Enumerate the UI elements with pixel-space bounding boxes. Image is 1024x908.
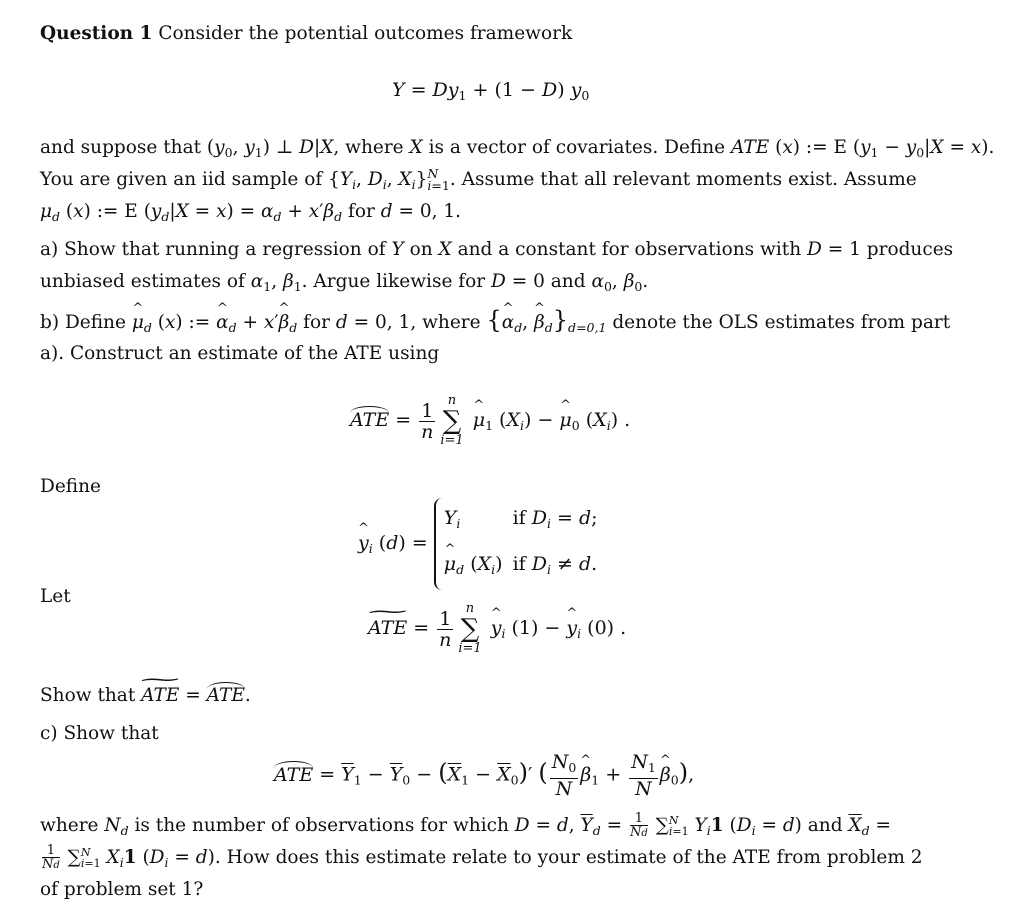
show-that-line: Show that ~ ATE = ATE. xyxy=(40,680,1000,712)
text-part-a-1: a) Show that running a regression of xyxy=(40,239,386,260)
where-line-3 xyxy=(40,874,1000,906)
text-where-5: of problem set 1? xyxy=(40,879,204,900)
text-part-a-3: and a constant for observations with xyxy=(457,239,802,260)
text-part-b-2: for xyxy=(303,312,331,333)
part-b-line-1: b) Define ^ $\mu_d$ (x) := ^ $\alpha_d$ + x′^ $\beta_d$ for d = 0, 1, where {^ $\alpha_d$, ^ $\beta_d\}_{d=0,1}$ denote the OLS estimates from part xyxy=(40,304,1000,344)
text-define: Define xyxy=(40,476,101,497)
part-a-line-2: unbiased estimates of $\alpha_1$, $\beta_1$. Argue likewise for D = 0 and $\alpha_0$, $\beta_0$. xyxy=(40,271,649,294)
where-line-2: $\frac{1}{Nd}$ ∑ N i=1 $X_i1$ $(D_i = d)$. How does this estimate relate to your estimate of the ATE from problem 2 xyxy=(42,843,923,872)
ate-tilde-equation: ~ ATE = $\frac{1}{n}$ n ∑ i=1 ^ $y_i$ (1) − ^ $y_i$ (0) . xyxy=(368,602,626,656)
text-case-1: if xyxy=(512,507,526,529)
paragraph-assumptions-2: You are given an iid sample of {$Y_i$, $D_i$, $X_i$} N i=1 . Assume that all relevant moments exist. Assume xyxy=(40,166,917,193)
ate-hat-equation: ATE = $\frac{1}{n}$ n ∑ i=1 ^ $\mu_1$ $(X_i)$ − ^ $\mu_0$ $(X_i)$ . xyxy=(350,394,630,448)
question-label: Question 1 xyxy=(40,23,153,44)
text-p3a: for xyxy=(348,201,375,222)
paragraph-assumptions-1: and suppose that ($y_0$, $y_1$) ⊥ D|X, where X is a vector of covariates. Define ATE (x) := E $(y_1 - y_0|X = x)$. xyxy=(40,137,995,160)
paragraph-assumptions-3: $\mu_d$ (x) := E $(y_d|X = x) = \alpha_d + x'\beta_d$ for d = 0, 1. xyxy=(40,201,462,224)
text-where-2: is the number of observations for which xyxy=(134,815,509,836)
text-part-a-7: and xyxy=(550,271,586,292)
text-p1a: and suppose that xyxy=(40,137,202,158)
text-p2b: . Assume that all relevant moments exist. Assume xyxy=(449,169,917,190)
text-where-4: . How does this estimate relate to your estimate of the ATE from problem 2 xyxy=(214,847,923,868)
text-part-a-6: . Argue likewise for xyxy=(301,271,486,292)
outcome-equation: $Y = Dy_1 + (1 - D)$ $y_0$ xyxy=(392,79,590,103)
text-part-b-5: a). Construct an estimate of the ATE using xyxy=(40,343,440,364)
text-let: Let xyxy=(40,586,71,607)
y-hat-cases-equation: ^ $y_i$ (d) = $Y_i$ if $D_i = d$; ^ $\mu_d$ $(X_i)$ if $D_i \ne d$. xyxy=(358,498,608,590)
text-part-c: c) Show that xyxy=(40,723,159,744)
where-line-1: where $N_d$ is the number of observations for which D = d, $\overline{Y}_d$ = $\frac{1}{Nd}$ ∑ N i=1 $Y_i1$ $(D_i = d)$ and $\overline{X}_d$ = xyxy=(40,811,892,840)
text-p1c: is a vector of covariates. Define xyxy=(428,137,726,158)
text-part-b-4: denote the OLS estimates from part xyxy=(612,312,951,333)
part-b-line-2 xyxy=(40,338,1000,370)
text-where-3: and xyxy=(807,815,843,836)
text-p2a: You are given an iid sample of xyxy=(40,169,323,190)
text-part-a-2: on xyxy=(409,239,433,260)
part-a-line-1: a) Show that running a regression of Y on X and a constant for observations with D = 1 produces xyxy=(40,239,954,260)
text-where-1: where xyxy=(40,815,99,836)
text-part-b-1: b) Define xyxy=(40,312,126,333)
part-c-label xyxy=(40,718,1000,750)
question-intro: Consider the potential outcomes framework xyxy=(158,23,573,44)
text-part-a-5: unbiased estimates of xyxy=(40,271,245,292)
ate-regression-equation: ATE = $\overline{Y}_1 - \overline{Y}_0 - (\overline{X}_1 - \overline{X}_0)'$ ( $\frac{N_0}{N}$ ^ $\beta_1$ + $\frac{N_1}{N}$ ^ $\beta_0$), xyxy=(274,752,694,799)
text-show-that: Show that xyxy=(40,685,136,706)
text-case-2: if xyxy=(512,553,526,575)
text-part-b-3: , where xyxy=(410,312,481,333)
text-part-a-4: produces xyxy=(866,239,954,260)
question-heading xyxy=(40,18,1000,50)
text-p1b: , where xyxy=(333,137,404,158)
